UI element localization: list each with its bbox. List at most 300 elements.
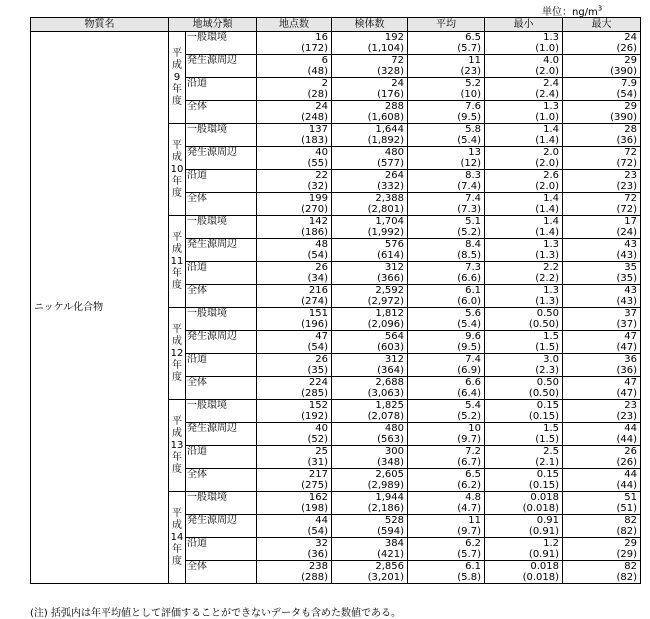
year-label-char: 平 (172, 323, 182, 335)
value: 7.4 (465, 354, 481, 365)
minimum-cell (485, 469, 563, 492)
value: 2,856 (375, 561, 404, 572)
points-cell (257, 446, 332, 469)
points-cell (257, 561, 332, 584)
minimum-cell (485, 147, 563, 170)
minimum-cell (485, 216, 563, 239)
nickel-compounds-table (30, 17, 641, 584)
value: 11 (468, 515, 481, 526)
value-in-parentheses: (563) (377, 434, 404, 445)
region-cell: 一般環境 (186, 308, 257, 331)
maximum-cell (563, 308, 641, 331)
value-in-parentheses: (5.4) (457, 135, 481, 146)
value: 217 (308, 469, 328, 480)
value-in-parentheses: (82) (616, 572, 637, 583)
samples-cell (332, 147, 408, 170)
value-in-parentheses: (196) (301, 319, 328, 330)
value-in-parentheses: (2.1) (535, 457, 559, 468)
value-in-parentheses: (0.91) (528, 549, 559, 560)
maximum-cell (563, 170, 641, 193)
maximum-cell (563, 285, 641, 308)
value: 1.3 (543, 285, 559, 296)
value: 40 (315, 423, 328, 434)
minimum-cell (485, 285, 563, 308)
value-in-parentheses: (1,104) (367, 43, 404, 54)
region-cell: 発生源周辺 (186, 55, 257, 78)
samples-cell (332, 216, 408, 239)
region-cell: 沿道 (186, 446, 257, 469)
value: 17 (624, 216, 637, 227)
value-in-parentheses: (72) (616, 204, 637, 215)
value: 312 (384, 354, 404, 365)
value: 24 (315, 101, 328, 112)
value-in-parentheses: (9.5) (457, 342, 481, 353)
points-cell (257, 216, 332, 239)
maximum-cell (563, 262, 641, 285)
samples-cell (332, 354, 408, 377)
average-cell (408, 423, 485, 446)
minimum-cell (485, 308, 563, 331)
value-in-parentheses: (10) (460, 89, 481, 100)
maximum-cell (563, 492, 641, 515)
points-cell (257, 32, 332, 55)
value-in-parentheses: (0.15) (528, 480, 559, 491)
value-in-parentheses: (288) (301, 572, 328, 583)
value-in-parentheses: (5.4) (457, 319, 481, 330)
value: 29 (624, 101, 637, 112)
value: 10 (468, 423, 481, 434)
value: 1.3 (543, 239, 559, 250)
value: 1.3 (543, 101, 559, 112)
value-in-parentheses: (3,063) (367, 388, 404, 399)
value: 192 (384, 32, 404, 43)
value-in-parentheses: (51) (616, 503, 637, 514)
value: 44 (624, 423, 637, 434)
value: 28 (624, 124, 637, 135)
value-in-parentheses: (7.3) (457, 204, 481, 215)
value: 224 (308, 377, 328, 388)
region-cell: 沿道 (186, 354, 257, 377)
value: 216 (308, 285, 328, 296)
value-in-parentheses: (1.4) (535, 204, 559, 215)
value: 24 (391, 78, 404, 89)
region-cell: 発生源周辺 (186, 515, 257, 538)
minimum-cell (485, 377, 563, 400)
value: 1,812 (375, 308, 404, 319)
year-label-char: 平 (172, 415, 182, 427)
value: 26 (624, 446, 637, 457)
samples-cell (332, 124, 408, 147)
points-cell (257, 377, 332, 400)
maximum-cell (563, 32, 641, 55)
value: 7.4 (465, 193, 481, 204)
value: 0.50 (536, 377, 559, 388)
samples-cell (332, 170, 408, 193)
samples-cell (332, 78, 408, 101)
value: 7.6 (465, 101, 481, 112)
value-in-parentheses: (5.2) (457, 411, 481, 422)
samples-cell (332, 101, 408, 124)
value: 0.91 (536, 515, 559, 526)
samples-cell (332, 193, 408, 216)
maximum-cell (563, 147, 641, 170)
value-in-parentheses: (1,992) (367, 227, 404, 238)
year-label-char: 度 (172, 371, 182, 383)
value-in-parentheses: (183) (301, 135, 328, 146)
samples-cell (332, 538, 408, 561)
value: 47 (315, 331, 328, 342)
year-label-char: 度 (172, 555, 182, 567)
value: 528 (384, 515, 404, 526)
value: 29 (624, 55, 637, 66)
region-cell: 一般環境 (186, 492, 257, 515)
average-cell (408, 101, 485, 124)
value: 2,605 (375, 469, 404, 480)
value: 152 (308, 400, 328, 411)
year-label-char: 度 (172, 279, 182, 291)
value-in-parentheses: (0.018) (522, 503, 559, 514)
value-in-parentheses: (1,892) (367, 135, 404, 146)
value: 1.2 (543, 538, 559, 549)
points-cell (257, 78, 332, 101)
maximum-cell (563, 239, 641, 262)
value: 6.5 (465, 32, 481, 43)
value: 3.0 (543, 354, 559, 365)
minimum-cell (485, 101, 563, 124)
value: 564 (384, 331, 404, 342)
maximum-cell (563, 331, 641, 354)
value: 35 (624, 262, 637, 273)
value-in-parentheses: (2.0) (535, 158, 559, 169)
average-cell (408, 469, 485, 492)
average-cell (408, 78, 485, 101)
value: 4.8 (465, 492, 481, 503)
value-in-parentheses: (1.5) (535, 342, 559, 353)
value-in-parentheses: (54) (307, 342, 328, 353)
value-in-parentheses: (0.50) (528, 388, 559, 399)
value-in-parentheses: (390) (610, 66, 637, 77)
value-in-parentheses: (0.91) (528, 526, 559, 537)
average-cell (408, 354, 485, 377)
region-cell: 全体 (186, 377, 257, 400)
minimum-cell (485, 193, 563, 216)
value: 37 (624, 308, 637, 319)
average-cell (408, 561, 485, 584)
fiscal-year-label (169, 400, 186, 492)
samples-cell (332, 308, 408, 331)
average-cell (408, 446, 485, 469)
value: 1.5 (543, 331, 559, 342)
region-cell: 沿道 (186, 538, 257, 561)
points-cell (257, 239, 332, 262)
value-in-parentheses: (1.4) (535, 227, 559, 238)
region-cell: 一般環境 (186, 216, 257, 239)
value-in-parentheses: (176) (377, 89, 404, 100)
region-cell: 発生源周辺 (186, 147, 257, 170)
minimum-cell (485, 538, 563, 561)
year-label-char: 年 (172, 543, 182, 555)
value-in-parentheses: (2,186) (367, 503, 404, 514)
minimum-cell (485, 239, 563, 262)
points-cell (257, 285, 332, 308)
value-in-parentheses: (2,078) (367, 411, 404, 422)
maximum-cell (563, 515, 641, 538)
minimum-cell (485, 492, 563, 515)
region-cell: 沿道 (186, 262, 257, 285)
minimum-cell (485, 446, 563, 469)
value-in-parentheses: (3,201) (367, 572, 404, 583)
value-in-parentheses: (421) (377, 549, 404, 560)
value-in-parentheses: (6.2) (457, 480, 481, 491)
year-label-char: 9 (173, 71, 181, 83)
value: 1,825 (375, 400, 404, 411)
year-label-char: 成 (172, 59, 182, 71)
year-label-char: 11 (170, 255, 184, 267)
year-label-char: 成 (172, 427, 182, 439)
value: 6.5 (465, 469, 481, 480)
value: 2,688 (375, 377, 404, 388)
value-in-parentheses: (32) (307, 181, 328, 192)
value-in-parentheses: (2,096) (367, 319, 404, 330)
value: 11 (468, 55, 481, 66)
value: 44 (315, 515, 328, 526)
year-label-char: 平 (172, 507, 182, 519)
points-cell (257, 469, 332, 492)
value: 2.4 (543, 78, 559, 89)
maximum-cell (563, 55, 641, 78)
value: 5.8 (465, 124, 481, 135)
maximum-cell (563, 354, 641, 377)
value-in-parentheses: (36) (307, 549, 328, 560)
value: 8.4 (465, 239, 481, 250)
value-in-parentheses: (6.6) (457, 273, 481, 284)
value-in-parentheses: (43) (616, 250, 637, 261)
value-in-parentheses: (35) (307, 365, 328, 376)
value: 22 (315, 170, 328, 181)
value: 1.3 (543, 32, 559, 43)
value: 5.2 (465, 78, 481, 89)
region-cell: 全体 (186, 469, 257, 492)
value-in-parentheses: (274) (301, 296, 328, 307)
value: 6.1 (465, 561, 481, 572)
value-in-parentheses: (5.8) (457, 572, 481, 583)
value-in-parentheses: (270) (301, 204, 328, 215)
fiscal-year-label (169, 216, 186, 308)
value: 48 (315, 239, 328, 250)
value: 29 (624, 538, 637, 549)
average-cell (408, 377, 485, 400)
value: 142 (308, 216, 328, 227)
value: 2.0 (543, 147, 559, 158)
value: 2,592 (375, 285, 404, 296)
year-label-char: 成 (172, 151, 182, 163)
fiscal-year-label (169, 124, 186, 216)
value-in-parentheses: (5.2) (457, 227, 481, 238)
year-label-char: 年 (172, 267, 182, 279)
minimum-cell (485, 32, 563, 55)
samples-cell (332, 561, 408, 584)
value-in-parentheses: (34) (307, 273, 328, 284)
value-in-parentheses: (9.7) (457, 434, 481, 445)
year-label-char: 年 (172, 83, 182, 95)
year-label-char: 度 (172, 187, 182, 199)
region-cell: 沿道 (186, 78, 257, 101)
value: 72 (624, 147, 637, 158)
value-in-parentheses: (390) (610, 112, 637, 123)
points-cell (257, 101, 332, 124)
maximum-cell (563, 78, 641, 101)
value-in-parentheses: (12) (460, 158, 481, 169)
value-in-parentheses: (36) (616, 135, 637, 146)
value: 82 (624, 515, 637, 526)
value-in-parentheses: (29) (616, 549, 637, 560)
value-in-parentheses: (594) (377, 526, 404, 537)
region-cell: 沿道 (186, 170, 257, 193)
value: 576 (384, 239, 404, 250)
header-row (31, 18, 641, 32)
value-in-parentheses: (603) (377, 342, 404, 353)
samples-cell (332, 239, 408, 262)
minimum-cell (485, 354, 563, 377)
substance-name: ニッケル化合物 (31, 32, 169, 584)
minimum-cell (485, 561, 563, 584)
samples-cell (332, 400, 408, 423)
value-in-parentheses: (2.3) (535, 365, 559, 376)
value-in-parentheses: (1.3) (535, 250, 559, 261)
fiscal-year-label (169, 492, 186, 584)
value-in-parentheses: (0.50) (528, 319, 559, 330)
average-cell (408, 262, 485, 285)
value-in-parentheses: (54) (307, 250, 328, 261)
year-label-char: 成 (172, 243, 182, 255)
value-in-parentheses: (186) (301, 227, 328, 238)
average-cell (408, 170, 485, 193)
value: 1,944 (375, 492, 404, 503)
unit-text: 単位：ng/m (542, 7, 598, 18)
value: 72 (624, 193, 637, 204)
unit-label (542, 3, 602, 18)
value: 1,704 (375, 216, 404, 227)
samples-cell (332, 331, 408, 354)
samples-cell (332, 423, 408, 446)
value: 137 (308, 124, 328, 135)
region-cell: 全体 (186, 193, 257, 216)
year-label-char: 成 (172, 335, 182, 347)
average-cell (408, 216, 485, 239)
region-cell: 全体 (186, 285, 257, 308)
average-cell (408, 32, 485, 55)
value: 2 (321, 78, 328, 89)
value: 1,644 (375, 124, 404, 135)
value: 0.018 (530, 492, 559, 503)
value-in-parentheses: (44) (616, 480, 637, 491)
value: 4.0 (543, 55, 559, 66)
value-in-parentheses: (6.0) (457, 296, 481, 307)
header-region: 地域分類 (169, 18, 257, 32)
year-label-char: 度 (172, 463, 182, 475)
points-cell (257, 400, 332, 423)
value-in-parentheses: (332) (377, 181, 404, 192)
value: 36 (624, 354, 637, 365)
value-in-parentheses: (82) (616, 526, 637, 537)
value-in-parentheses: (9.5) (457, 112, 481, 123)
value-in-parentheses: (1.4) (535, 135, 559, 146)
points-cell (257, 147, 332, 170)
value-in-parentheses: (28) (307, 89, 328, 100)
minimum-cell (485, 515, 563, 538)
minimum-cell (485, 124, 563, 147)
average-cell (408, 400, 485, 423)
points-cell (257, 170, 332, 193)
value: 47 (624, 377, 637, 388)
value-in-parentheses: (6.4) (457, 388, 481, 399)
region-cell: 全体 (186, 561, 257, 584)
value: 6.2 (465, 538, 481, 549)
maximum-cell (563, 377, 641, 400)
value-in-parentheses: (52) (307, 434, 328, 445)
maximum-cell (563, 469, 641, 492)
value-in-parentheses: (23) (616, 181, 637, 192)
value: 32 (315, 538, 328, 549)
value-in-parentheses: (2.0) (535, 181, 559, 192)
points-cell (257, 492, 332, 515)
value-in-parentheses: (43) (616, 296, 637, 307)
value-in-parentheses: (192) (301, 411, 328, 422)
header-minimum: 最小 (485, 18, 563, 32)
value: 264 (384, 170, 404, 181)
value: 13 (468, 147, 481, 158)
year-label-char: 成 (172, 519, 182, 531)
year-label-char: 10 (170, 163, 184, 175)
average-cell (408, 331, 485, 354)
value-in-parentheses: (72) (616, 158, 637, 169)
value-in-parentheses: (55) (307, 158, 328, 169)
value: 1.4 (543, 216, 559, 227)
value: 72 (391, 55, 404, 66)
year-label-char: 12 (170, 347, 184, 359)
value: 51 (624, 492, 637, 503)
points-cell (257, 193, 332, 216)
value-in-parentheses: (5.7) (457, 43, 481, 54)
value: 0.15 (536, 469, 559, 480)
minimum-cell (485, 331, 563, 354)
average-cell (408, 285, 485, 308)
maximum-cell (563, 216, 641, 239)
value: 300 (384, 446, 404, 457)
samples-cell (332, 515, 408, 538)
value: 480 (384, 147, 404, 158)
average-cell (408, 124, 485, 147)
samples-cell (332, 446, 408, 469)
value-in-parentheses: (577) (377, 158, 404, 169)
header-samples: 検体数 (332, 18, 408, 32)
value: 9.6 (465, 331, 481, 342)
value-in-parentheses: (364) (377, 365, 404, 376)
table-row (31, 32, 641, 55)
value-in-parentheses: (2.4) (535, 89, 559, 100)
year-label-char: 平 (172, 231, 182, 243)
value-in-parentheses: (1.0) (535, 112, 559, 123)
unit-superscript: 3 (597, 4, 603, 13)
maximum-cell (563, 400, 641, 423)
maximum-cell (563, 423, 641, 446)
samples-cell (332, 55, 408, 78)
points-cell (257, 124, 332, 147)
value: 23 (624, 400, 637, 411)
header-average: 平均 (408, 18, 485, 32)
region-cell: 発生源周辺 (186, 331, 257, 354)
value: 26 (315, 354, 328, 365)
